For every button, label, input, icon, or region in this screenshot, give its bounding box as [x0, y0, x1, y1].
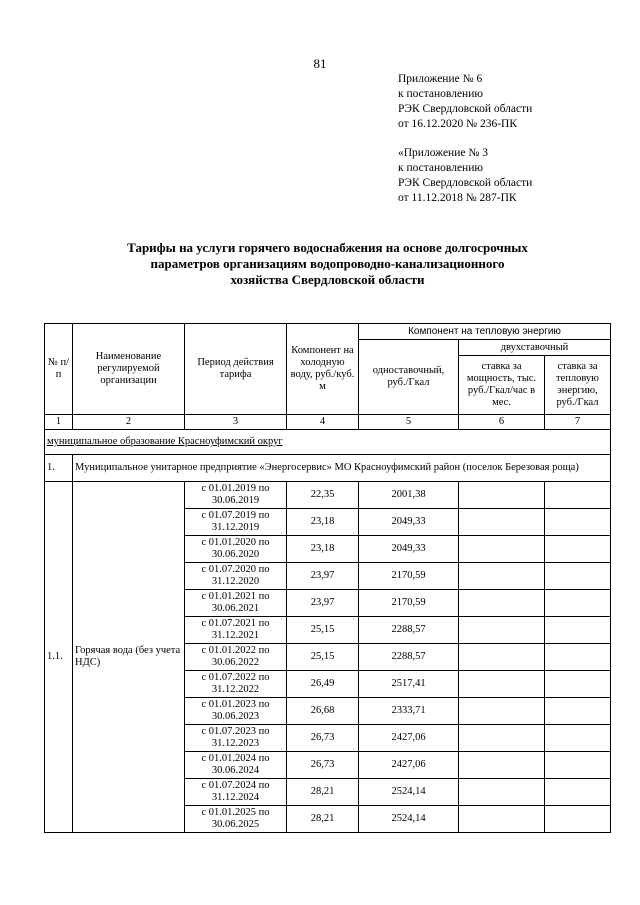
appendix-original-line: «Приложение № 3 — [398, 147, 488, 159]
column-number: 3 — [185, 415, 287, 430]
one-part-cell: 2427,06 — [359, 752, 459, 779]
table-row — [45, 482, 611, 509]
period-end: 30.06.2024 — [211, 765, 260, 776]
appendix-current-line: от 16.12.2020 № 236-ПК — [398, 118, 518, 130]
period-end: 30.06.2022 — [211, 657, 260, 668]
period-cell — [185, 617, 287, 644]
period-end: 30.06.2019 — [211, 495, 260, 506]
cold-water-cell: 23,97 — [287, 563, 359, 590]
one-part-cell: 2049,33 — [359, 509, 459, 536]
period-cell — [185, 482, 287, 509]
capacity-rate-cell — [459, 617, 545, 644]
one-part-cell: 2333,71 — [359, 698, 459, 725]
header-org-name: Наименование регулируемой организации — [73, 324, 185, 415]
appendix-current-line: РЭК Свердловской области — [398, 103, 533, 115]
one-part-cell: 2427,06 — [359, 725, 459, 752]
cold-water-cell: 23,18 — [287, 509, 359, 536]
energy-rate-cell — [545, 482, 611, 509]
cold-water-cell: 28,21 — [287, 779, 359, 806]
header-energy-rate: ставка за тепловую энергию, руб./Гкал — [545, 356, 611, 415]
period-cell — [185, 698, 287, 725]
period-end: 31.12.2020 — [211, 576, 260, 587]
appendix-current — [398, 72, 532, 132]
period-start: с 01.07.2019 по — [201, 510, 270, 521]
period-start: с 01.01.2024 по — [201, 753, 270, 764]
period-start: с 01.01.2019 по — [201, 483, 270, 494]
period-start: с 01.01.2025 по — [201, 807, 270, 818]
appendix-original-line: РЭК Свердловской области — [398, 177, 533, 189]
cold-water-cell: 25,15 — [287, 644, 359, 671]
header-two-part: двухставочный — [459, 340, 611, 356]
period-end: 31.12.2023 — [211, 738, 260, 749]
period-cell — [185, 752, 287, 779]
capacity-rate-cell — [459, 698, 545, 725]
municipality-heading: муниципальное образование Красноуфимский округ — [45, 430, 611, 455]
organization-num: 1. — [45, 455, 73, 482]
one-part-cell: 2049,33 — [359, 536, 459, 563]
capacity-rate-cell — [459, 563, 545, 590]
document-title — [60, 240, 595, 288]
period-end: 30.06.2020 — [211, 549, 260, 560]
energy-rate-cell — [545, 590, 611, 617]
title-line: Тарифы на услуги горячего водоснабжения на основе долгосрочных — [127, 240, 528, 255]
period-start: с 01.07.2022 по — [201, 672, 270, 683]
capacity-rate-cell — [459, 752, 545, 779]
one-part-cell: 2001,38 — [359, 482, 459, 509]
period-start: с 01.07.2021 по — [201, 618, 270, 629]
capacity-rate-cell — [459, 779, 545, 806]
energy-rate-cell — [545, 644, 611, 671]
one-part-cell: 2517,41 — [359, 671, 459, 698]
header-cold-water: Компонент на холодную воду, руб./куб. м — [287, 324, 359, 415]
cold-water-cell: 23,18 — [287, 536, 359, 563]
period-cell — [185, 590, 287, 617]
service-num: 1.1. — [45, 482, 73, 833]
title-line: параметров организациям водопроводно-канализационного — [150, 256, 505, 271]
period-end: 30.06.2025 — [211, 819, 260, 830]
period-cell — [185, 806, 287, 833]
period-end: 31.12.2019 — [211, 522, 260, 533]
energy-rate-cell — [545, 671, 611, 698]
period-start: с 01.01.2022 по — [201, 645, 270, 656]
column-number: 5 — [359, 415, 459, 430]
cold-water-cell: 26,73 — [287, 725, 359, 752]
capacity-rate-cell — [459, 509, 545, 536]
energy-rate-cell — [545, 617, 611, 644]
organization-name: Муниципальное унитарное предприятие «Энергосервис» МО Красноуфимский район (поселок Березовая роща) — [73, 455, 611, 482]
appendix-original — [398, 146, 532, 206]
period-cell — [185, 779, 287, 806]
one-part-cell: 2170,59 — [359, 590, 459, 617]
header-heat-component: Компонент на тепловую энергию — [359, 324, 611, 340]
title-line: хозяйства Свердловской области — [230, 272, 425, 287]
column-number: 7 — [545, 415, 611, 430]
appendix-original-line: от 11.12.2018 № 287-ПК — [398, 192, 517, 204]
cold-water-cell: 25,15 — [287, 617, 359, 644]
appendix-original-line: к постановлению — [398, 162, 483, 174]
cold-water-cell: 26,68 — [287, 698, 359, 725]
period-cell — [185, 536, 287, 563]
capacity-rate-cell — [459, 536, 545, 563]
cold-water-cell: 26,73 — [287, 752, 359, 779]
period-end: 30.06.2021 — [211, 603, 260, 614]
header-capacity-rate: ставка за мощность, тыс. руб./Гкал/час в мес. — [459, 356, 545, 415]
appendix-current-line: Приложение № 6 — [398, 73, 483, 85]
cold-water-cell: 23,97 — [287, 590, 359, 617]
capacity-rate-cell — [459, 806, 545, 833]
one-part-cell: 2288,57 — [359, 644, 459, 671]
one-part-cell: 2170,59 — [359, 563, 459, 590]
energy-rate-cell — [545, 563, 611, 590]
period-end: 31.12.2024 — [211, 792, 260, 803]
period-start: с 01.01.2023 по — [201, 699, 270, 710]
period-start: с 01.01.2020 по — [201, 537, 270, 548]
energy-rate-cell — [545, 536, 611, 563]
energy-rate-cell — [545, 698, 611, 725]
capacity-rate-cell — [459, 482, 545, 509]
cold-water-cell: 28,21 — [287, 806, 359, 833]
energy-rate-cell — [545, 806, 611, 833]
period-start: с 01.07.2023 по — [201, 726, 270, 737]
energy-rate-cell — [545, 752, 611, 779]
header-period: Период действия тарифа — [185, 324, 287, 415]
period-cell — [185, 644, 287, 671]
period-end: 31.12.2022 — [211, 684, 260, 695]
service-name: Горячая вода (без учета НДС) — [73, 482, 185, 833]
column-number: 1 — [45, 415, 73, 430]
period-start: с 01.07.2024 по — [201, 780, 270, 791]
one-part-cell: 2288,57 — [359, 617, 459, 644]
column-number: 6 — [459, 415, 545, 430]
header-num: № п/п — [45, 324, 73, 415]
period-start: с 01.01.2021 по — [201, 591, 270, 602]
cold-water-cell: 22,35 — [287, 482, 359, 509]
capacity-rate-cell — [459, 725, 545, 752]
column-numbers-row — [45, 415, 611, 430]
cold-water-cell: 26,49 — [287, 671, 359, 698]
capacity-rate-cell — [459, 590, 545, 617]
column-number: 4 — [287, 415, 359, 430]
header-one-part: одноставочный, руб./Гкал — [359, 340, 459, 415]
period-cell — [185, 671, 287, 698]
capacity-rate-cell — [459, 644, 545, 671]
column-number: 2 — [73, 415, 185, 430]
period-cell — [185, 563, 287, 590]
one-part-cell: 2524,14 — [359, 806, 459, 833]
tariff-table — [44, 323, 611, 833]
capacity-rate-cell — [459, 671, 545, 698]
energy-rate-cell — [545, 509, 611, 536]
period-end: 30.06.2023 — [211, 711, 260, 722]
period-start: с 01.07.2020 по — [201, 564, 270, 575]
energy-rate-cell — [545, 725, 611, 752]
period-end: 31.12.2021 — [211, 630, 260, 641]
period-cell — [185, 725, 287, 752]
appendix-current-line: к постановлению — [398, 88, 483, 100]
page-number: 81 — [313, 56, 327, 71]
one-part-cell: 2524,14 — [359, 779, 459, 806]
energy-rate-cell — [545, 779, 611, 806]
period-cell — [185, 509, 287, 536]
